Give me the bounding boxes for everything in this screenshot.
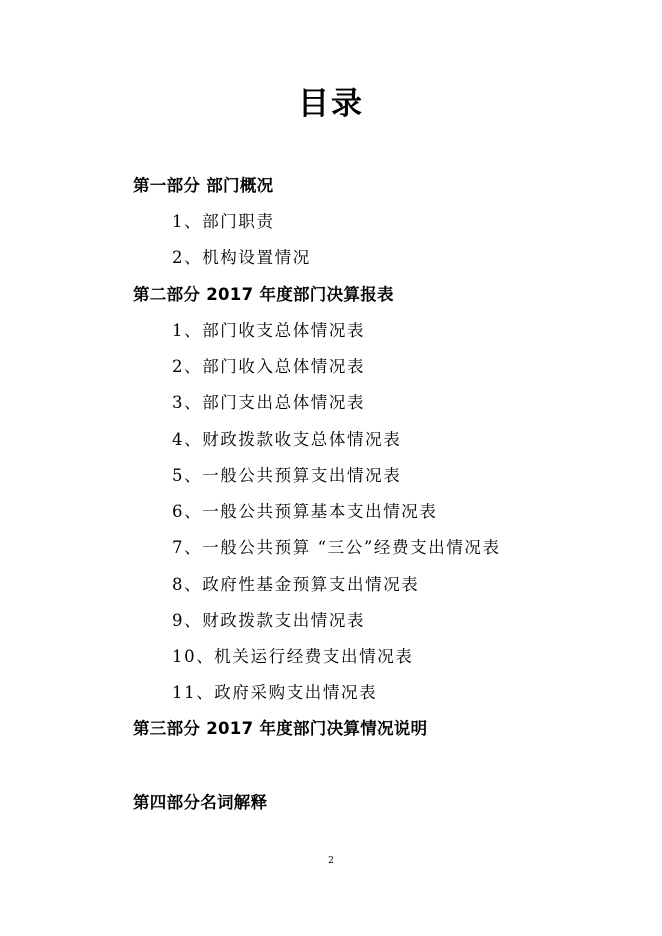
toc-item: 10、机关运行经费支出情况表 — [172, 647, 414, 666]
toc-item: 2、部门收入总体情况表 — [172, 357, 366, 376]
toc-item: 4、财政拨款收支总体情况表 — [172, 430, 402, 449]
section-heading-2: 第二部分 2017 年度部门决算报表 — [133, 285, 394, 304]
toc-item: 3、部门支出总体情况表 — [172, 393, 366, 412]
toc-item: 7、一般公共预算 “三公”经费支出情况表 — [172, 538, 501, 557]
toc-item: 1、部门职责 — [172, 212, 275, 231]
toc-item: 9、财政拨款支出情况表 — [172, 611, 366, 630]
toc-item: 6、一般公共预算基本支出情况表 — [172, 502, 438, 521]
toc-item: 8、政府性基金预算支出情况表 — [172, 575, 420, 594]
section-heading-1: 第一部分 部门概况 — [133, 176, 274, 195]
toc-item: 2、机构设置情况 — [172, 248, 311, 267]
toc-item: 5、一般公共预算支出情况表 — [172, 466, 402, 485]
toc-item: 11、政府采购支出情况表 — [172, 683, 378, 702]
page-title: 目录 — [298, 86, 364, 122]
section-heading-4: 第四部分名词解释 — [133, 793, 268, 812]
page-number: 2 — [328, 856, 334, 866]
section-heading-3: 第三部分 2017 年度部门决算情况说明 — [133, 719, 428, 738]
toc-item: 1、部门收支总体情况表 — [172, 321, 366, 340]
